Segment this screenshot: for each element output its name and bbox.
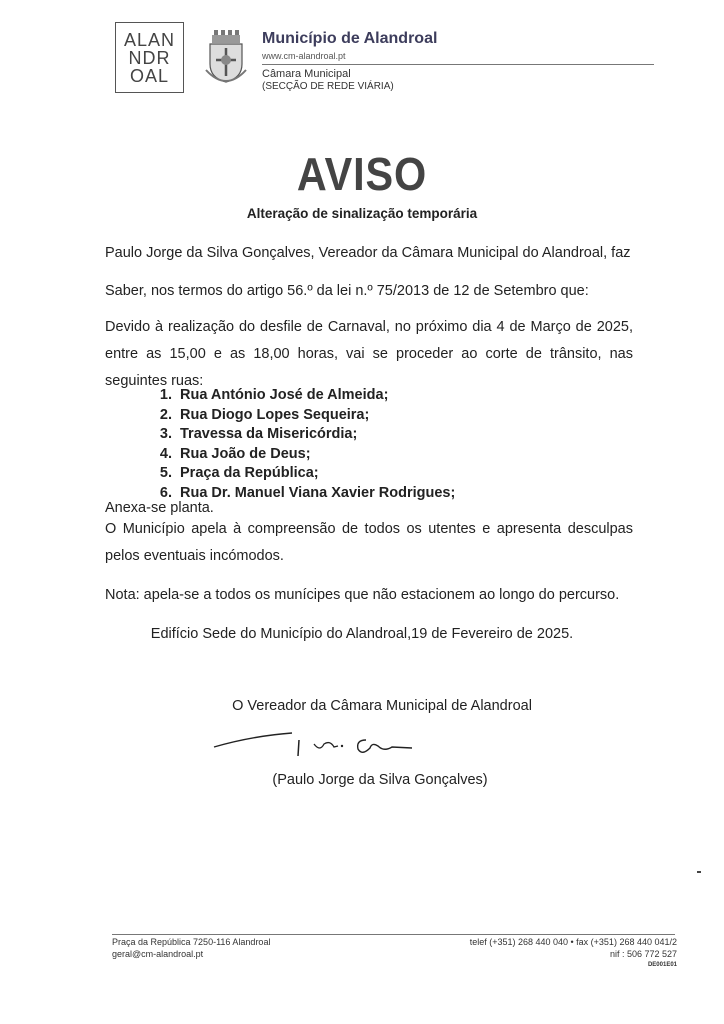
note-paragraph: Nota: apela-se a todos os munícipes que não estacionem ao longo do percurso. (105, 587, 620, 603)
municipality-name: Município de Alandroal (262, 30, 438, 47)
place-date: Edifício Sede do Município do Alandroal,19 de Fevereiro de 2025. (150, 626, 574, 642)
logo-line: ALAN (123, 29, 176, 50)
list-item: 2. Rua Diogo Lopes Sequeira; (176, 406, 455, 426)
scan-mark (697, 871, 701, 873)
document-code: DE001E01 (647, 962, 677, 968)
footer-address: Praça da República 7250-116 Alandroal (112, 937, 271, 947)
signature-image (212, 720, 432, 770)
list-item: 1. Rua António José de Almeida; (176, 386, 455, 406)
coat-of-arms-icon (204, 30, 248, 88)
street-list (157, 386, 455, 503)
logo-line: NDR (128, 47, 171, 68)
body-paragraph: Devido à realização do desfile de Carnaval, no próximo dia 4 de Março de 2025, entre as 15,00 e as 18,00 horas, vai se proceder ao corte de trânsito, nas seguintes ruas: (105, 319, 633, 389)
apology-paragraph: O Município apela à compreensão de todos os utentes e apresenta desculpas pelos eventuais incómodos. (105, 521, 633, 564)
notice-subtitle: Alteração de sinalização temporária (246, 206, 478, 221)
list-item: 3. Travessa da Misericórdia; (176, 425, 455, 445)
municipality-logo (115, 22, 184, 93)
department-name: Câmara Municipal (262, 68, 351, 80)
list-item: 6. Rua Dr. Manuel Viana Xavier Rodrigues; (176, 484, 455, 504)
footer-phones: telef (+351) 268 440 040 • fax (+351) 268 440 041/2 (469, 937, 677, 947)
list-item: 4. Rua João de Deus; (176, 445, 455, 465)
website-link[interactable]: www.cm-alandroal.pt (262, 51, 346, 61)
footer-nif: nif : 506 772 527 (609, 949, 677, 959)
intro-paragraph-line2: Saber, nos termos do artigo 56.º da lei n.º 75/2013 de 12 de Setembro que: (105, 283, 589, 299)
header-divider (262, 64, 654, 65)
intro-paragraph-line1: Paulo Jorge da Silva Gonçalves, Vereador da Câmara Municipal do Alandroal, faz (105, 245, 631, 261)
logo-line: OAL (129, 65, 170, 86)
footer-email[interactable]: geral@cm-alandroal.pt (112, 949, 204, 959)
footer-divider (112, 934, 675, 935)
signatory-role: O Vereador da Câmara Municipal de Alandroal (232, 698, 532, 714)
annex-line: Anexa-se planta. (105, 500, 214, 516)
notice-title: AVISO (296, 148, 428, 200)
signatory-name: (Paulo Jorge da Silva Gonçalves) (272, 772, 488, 788)
list-item: 5. Praça da República; (176, 464, 455, 484)
section-name: (SECÇÃO DE REDE VIÁRIA) (262, 81, 394, 92)
